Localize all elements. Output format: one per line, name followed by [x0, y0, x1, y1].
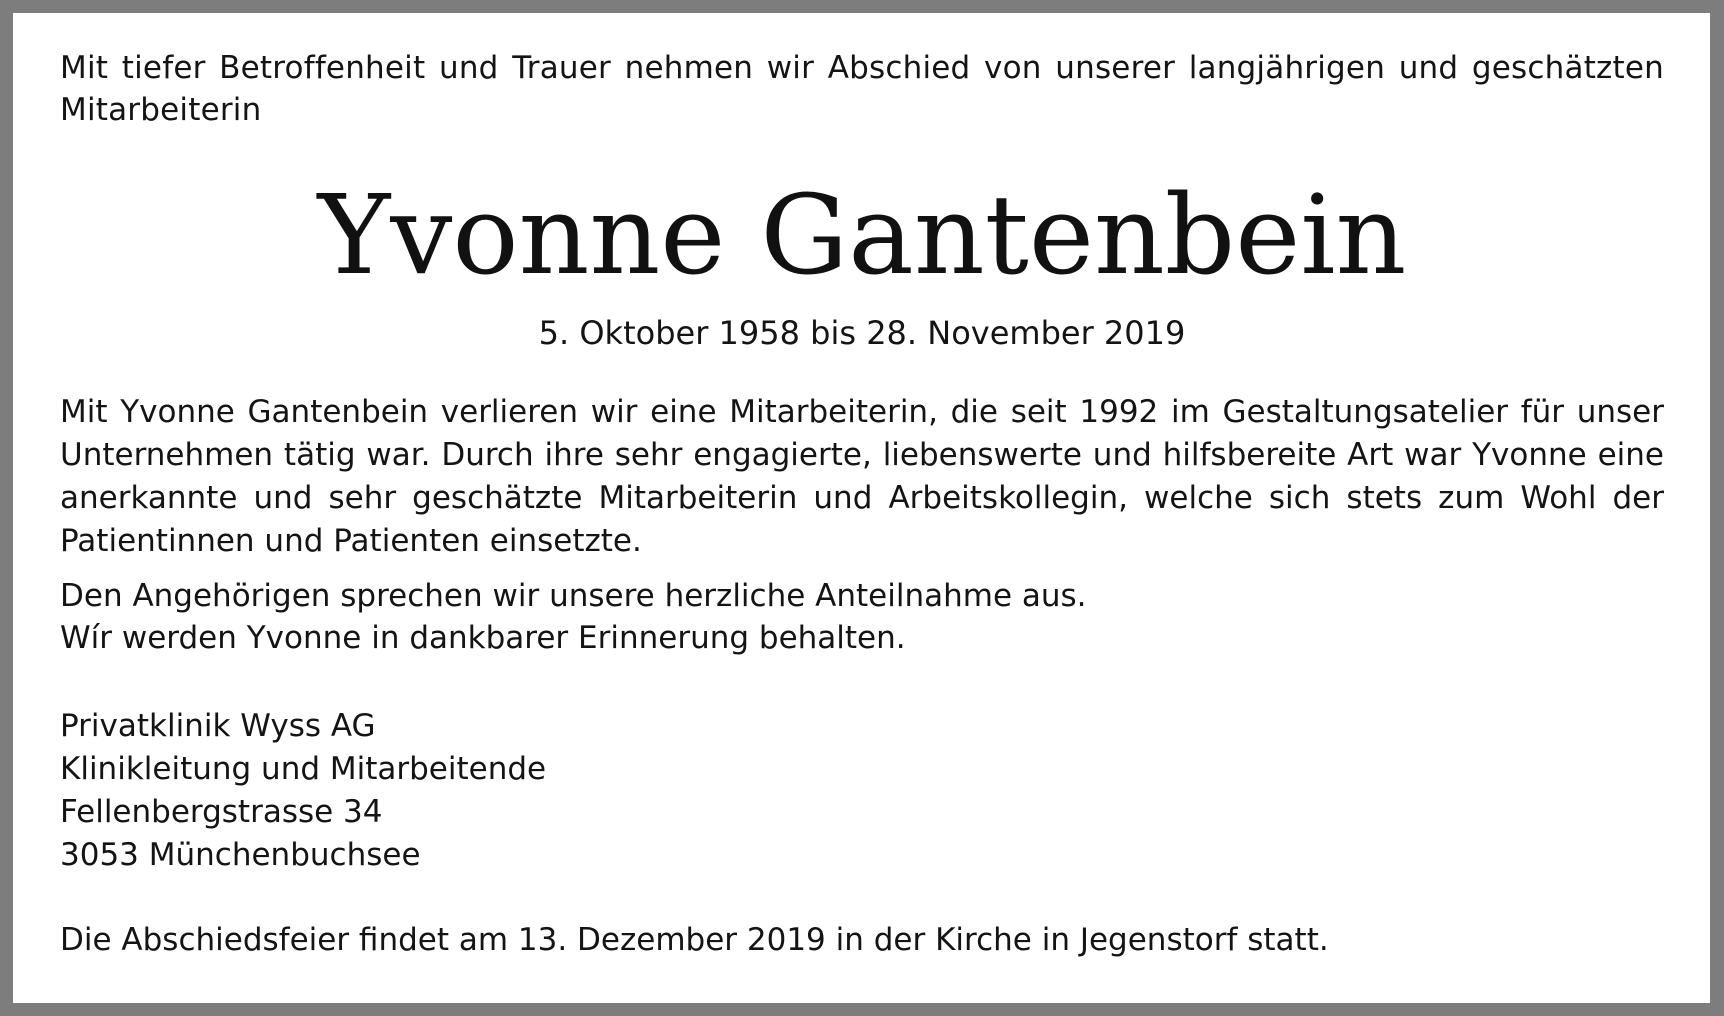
condolence-line-1: Den Angehörigen sprechen wir unsere herzliche Anteilnahme aus. — [60, 578, 1087, 614]
signature-block — [60, 705, 1664, 877]
signature-street: Fellenbergstrasse 34 — [60, 794, 383, 830]
life-dates: 5. Oktober 1958 bis 28. November 2019 — [538, 314, 1186, 352]
condolence-block — [60, 575, 1664, 659]
obituary-content — [60, 47, 1664, 961]
signature-organization: Privatklinik Wyss AG — [60, 708, 376, 744]
ceremony-info: Die Abschiedsfeier findet am 13. Dezember 2019 in der Kirche in Jegenstorf statt. — [60, 922, 1329, 958]
signature-department: Klinikleitung und Mitarbeitende — [60, 751, 547, 787]
signature-city: 3053 Münchenbuchsee — [60, 837, 421, 873]
tribute-paragraph: Mit Yvonne Gantenbein verlieren wir eine Mitarbeiterin, die seit 1992 im Gestaltungsatelier für unser Unternehmen tätig war. Durch ihre sehr engagierte, liebenswerte und hilfsbereite Art war Yvonne eine anerkannte und sehr geschätzte Mitarbeiterin und Arbeitskollegin, welche sich stets zum Wohl der Patientinnen und Patienten einsetzte. — [60, 394, 1664, 559]
obituary-page — [13, 13, 1710, 1003]
deceased-name: Yvonne Gantenbein — [317, 171, 1407, 299]
intro-text: Mit tiefer Betroffenheit und Trauer nehmen wir Abschied von unserer langjährigen und geschätzten Mitarbeiterin — [60, 50, 1664, 128]
condolence-line-2: Wír werden Yvonne in dankbarer Erinnerung behalten. — [60, 620, 906, 656]
